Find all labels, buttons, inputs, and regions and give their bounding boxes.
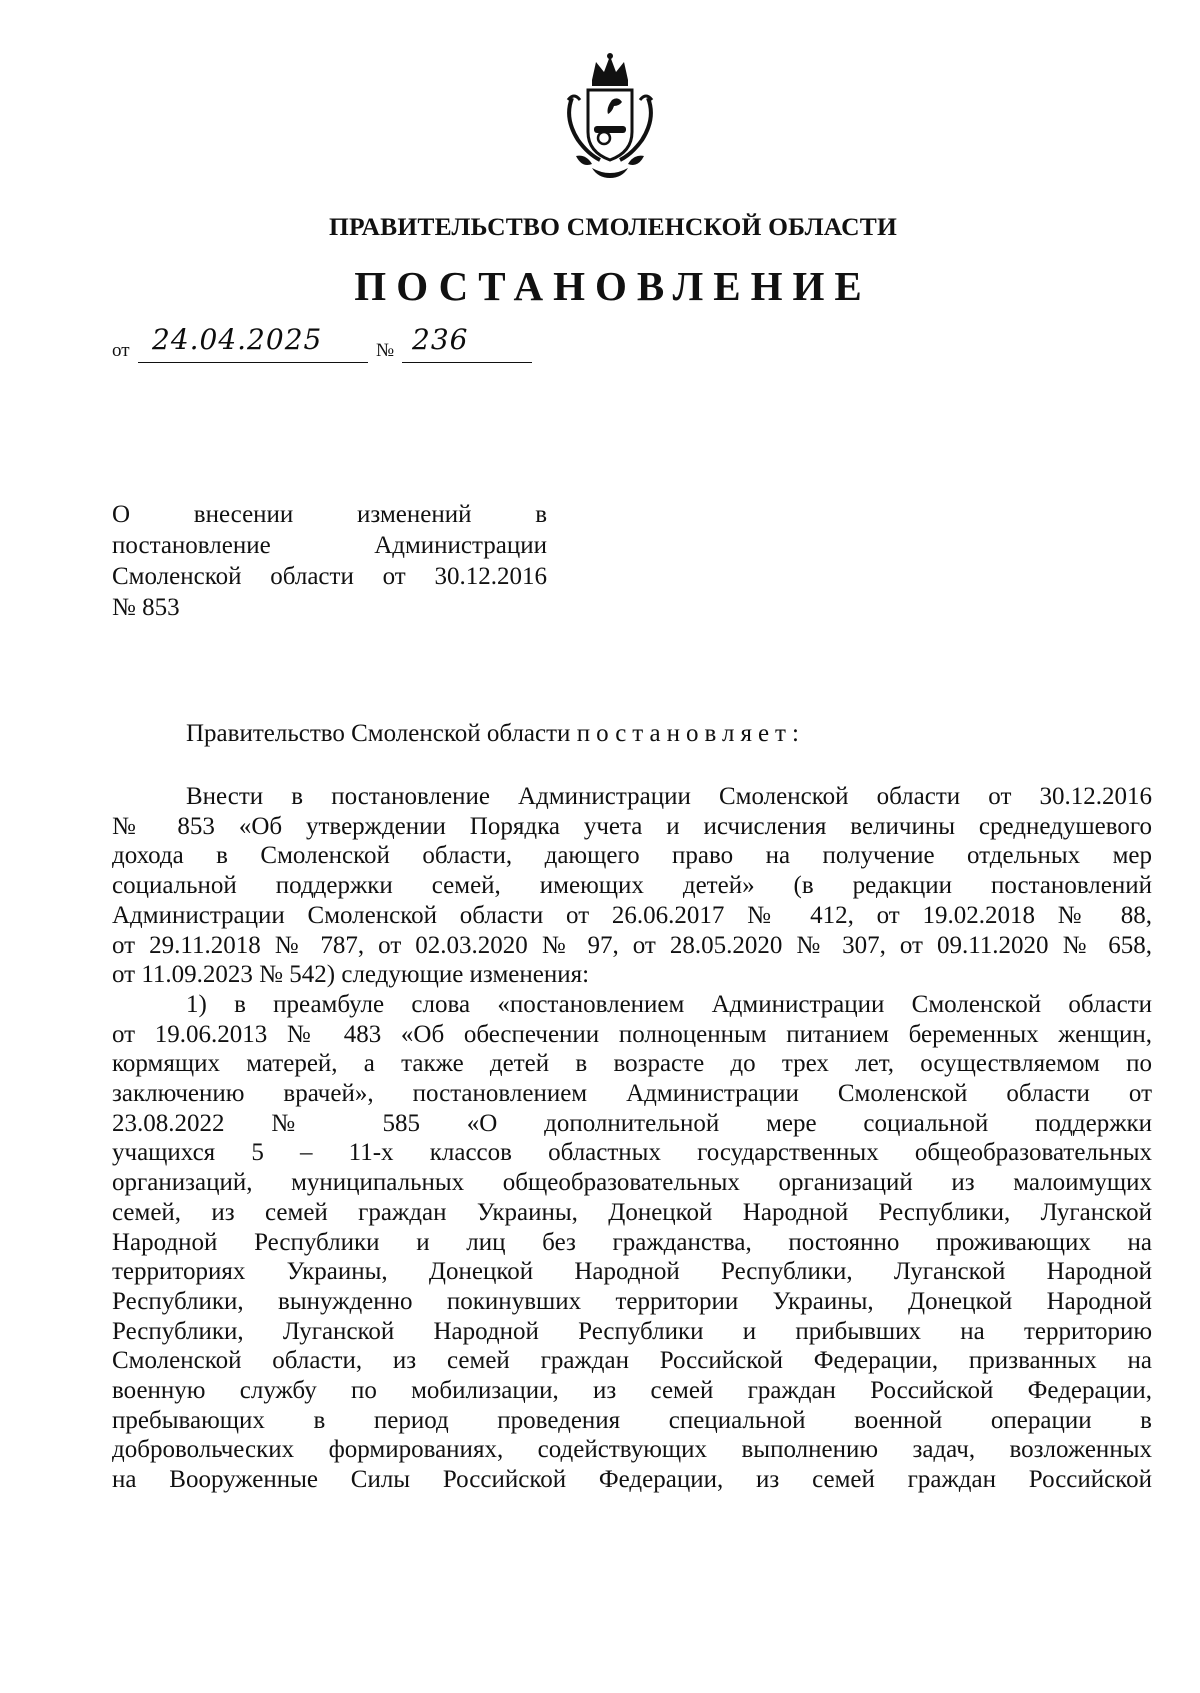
body-line: Смоленской области, из семей граждан Российской Федерации, призванных на [112,1347,1152,1375]
body-line: Республики, Луганской Народной Республики и прибывших на территорию [112,1317,1152,1345]
body-line: 23.08.2022 № 585 «О дополнительной мере социальной поддержки [112,1109,1152,1137]
body-line: Республики, вынужденно покинувших территории Украины, Донецкой Народной [112,1287,1152,1315]
body-line: 1) в преамбуле слова «постановлением Администрации Смоленской области [186,990,1152,1018]
body-line: военную службу по мобилизации, из семей граждан Российской Федерации, [112,1377,1152,1405]
preamble-verb: постановляет: [576,720,805,747]
preamble [186,720,805,748]
date-underline [138,362,368,363]
body-line: кормящих матерей, а также детей в возрасте до трех лет, осуществляемом по [112,1050,1152,1078]
body-line: учащихся 5 – 11-х классов областных государственных общеобразовательных [112,1139,1152,1167]
body-line: организаций, муниципальных общеобразовательных организаций из малоимущих [112,1169,1152,1197]
body-line: № 853 «Об утверждении Порядка учета и исчисления величины среднедушевого [112,812,1152,840]
document-type-heading: ПОСТАНОВЛЕНИЕ [354,263,872,309]
body-line: на Вооруженные Силы Российской Федерации, из семей граждан Российской [112,1466,1152,1494]
body-line: Народной Республики и лиц без гражданства, постоянно проживающих на [112,1228,1152,1256]
body-line: добровольческих формированиях, содействующих выполнению задач, возложенных [112,1436,1152,1464]
body-line: социальной поддержки семей, имеющих детей» (в редакции постановлений [112,872,1152,900]
body-line: Администрации Смоленской области от 26.06.2017 № 412, от 19.02.2018 № 88, [112,901,1152,929]
document-subject [112,499,547,623]
body-line: от 11.09.2023 № 542) следующие изменения: [112,961,590,989]
body-line: от 19.06.2013 № 483 «Об обеспечении полноценным питанием беременных женщин, [112,1020,1152,1048]
coat-of-arms-emblem [558,52,662,182]
preamble-text: Правительство Смоленской области [186,720,571,747]
body-line: семей, из семей граждан Украины, Донецкой Народной Республики, Луганской [112,1198,1152,1226]
body-line: Внести в постановление Администрации Смоленской области от 30.12.2016 [186,783,1152,810]
organization-title: ПРАВИТЕЛЬСТВО СМОЛЕНСКОЙ ОБЛАСТИ [328,212,898,241]
subject-line: постановление Администрации [112,532,547,559]
body-line: дохода в Смоленской области, дающего право на получение отдельных мер [112,842,1152,870]
document-body [112,782,1152,1495]
subject-line: О внесении изменений в [112,501,547,528]
body-line: территориях Украины, Донецкой Народной Республики, Луганской Народной [112,1258,1152,1286]
date-from-label: от [112,340,130,361]
number-label: № [376,340,395,361]
subject-line: Смоленской области от 30.12.2016 [112,563,547,590]
body-line: от 29.11.2018 № 787, от 02.03.2020 № 97, от 28.05.2020 № 307, от 09.11.2020 № 658, [112,931,1152,959]
subject-line: № 853 [112,594,180,621]
date-number-line [112,325,532,365]
body-line: заключению врачей», постановлением Администрации Смоленской области от [112,1080,1152,1108]
body-line: пребывающих в период проведения специальной военной операции в [112,1406,1152,1434]
handwritten-number: 236 [412,323,469,356]
number-underline [402,362,532,363]
handwritten-date: 24.04.2025 [152,323,323,356]
